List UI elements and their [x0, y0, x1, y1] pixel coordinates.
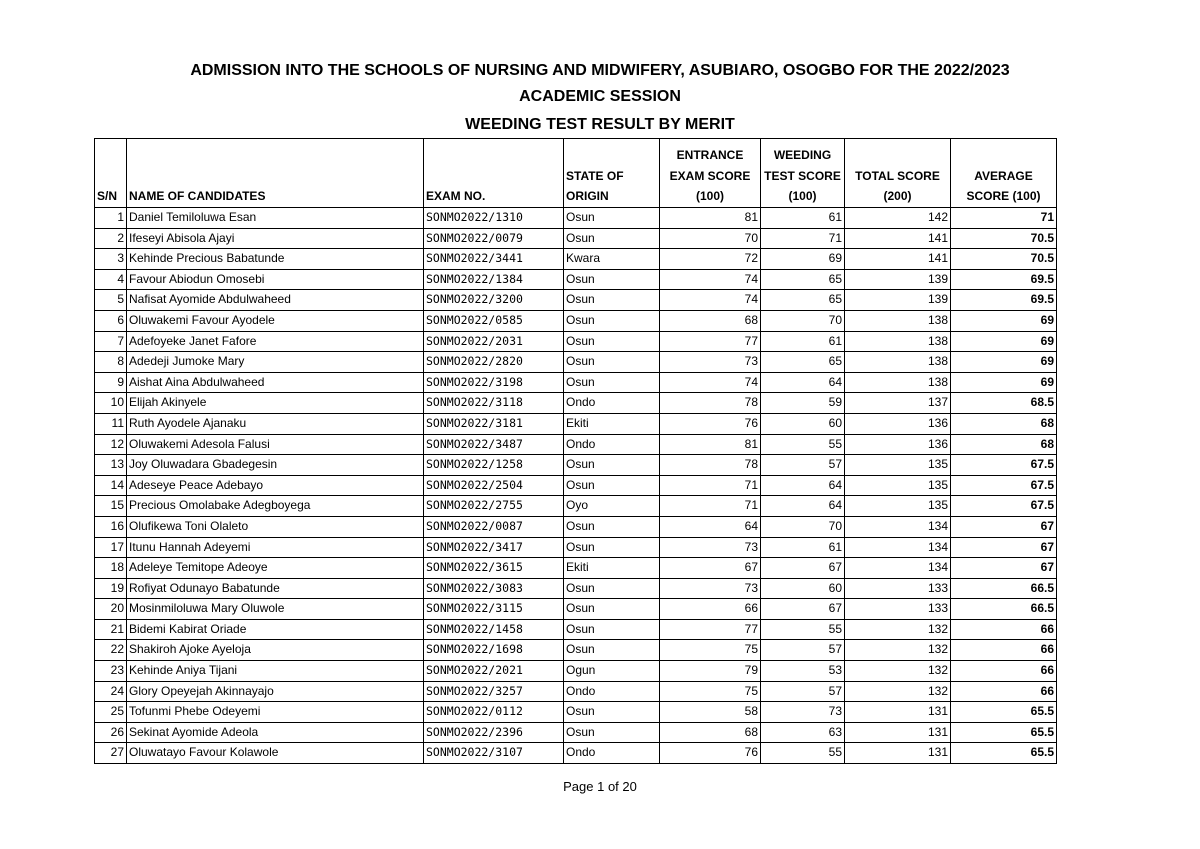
- cell-weeding: 64: [761, 372, 845, 393]
- cell-exam-no: SONMO2022/0585: [424, 310, 564, 331]
- cell-average: 66: [951, 681, 1057, 702]
- cell-name: Shakiroh Ajoke Ayeloja: [127, 640, 424, 661]
- table-row: [95, 290, 1057, 311]
- cell-name: Oluwatayo Favour Kolawole: [127, 743, 424, 764]
- cell-exam-no: SONMO2022/2031: [424, 331, 564, 352]
- cell-exam-no: SONMO2022/3615: [424, 558, 564, 579]
- cell-sn: 5: [95, 290, 127, 311]
- header-total: TOTAL SCORE (200): [845, 139, 951, 208]
- cell-entrance: 75: [660, 640, 761, 661]
- cell-state: Kwara: [564, 249, 660, 270]
- cell-entrance: 79: [660, 661, 761, 682]
- cell-state: Osun: [564, 537, 660, 558]
- cell-sn: 23: [95, 661, 127, 682]
- cell-average: 68.5: [951, 393, 1057, 414]
- cell-average: 66: [951, 640, 1057, 661]
- header-weeding: WEEDING TEST SCORE (100): [761, 139, 845, 208]
- cell-weeding: 60: [761, 578, 845, 599]
- cell-exam-no: SONMO2022/2396: [424, 722, 564, 743]
- table-row: [95, 516, 1057, 537]
- cell-exam-no: SONMO2022/3115: [424, 599, 564, 620]
- cell-name: Ruth Ayodele Ajanaku: [127, 413, 424, 434]
- cell-weeding: 71: [761, 228, 845, 249]
- cell-exam-no: SONMO2022/3107: [424, 743, 564, 764]
- cell-exam-no: SONMO2022/3181: [424, 413, 564, 434]
- cell-exam-no: SONMO2022/0087: [424, 516, 564, 537]
- cell-weeding: 69: [761, 249, 845, 270]
- table-row: [95, 619, 1057, 640]
- cell-total: 131: [845, 702, 951, 723]
- cell-state: Ekiti: [564, 558, 660, 579]
- cell-name: Adeseye Peace Adebayo: [127, 475, 424, 496]
- cell-sn: 27: [95, 743, 127, 764]
- cell-exam-no: SONMO2022/2021: [424, 661, 564, 682]
- cell-weeding: 70: [761, 516, 845, 537]
- cell-sn: 18: [95, 558, 127, 579]
- cell-weeding: 61: [761, 537, 845, 558]
- cell-name: Oluwakemi Favour Ayodele: [127, 310, 424, 331]
- cell-entrance: 76: [660, 743, 761, 764]
- cell-name: Sekinat Ayomide Adeola: [127, 722, 424, 743]
- cell-total: 138: [845, 310, 951, 331]
- cell-sn: 12: [95, 434, 127, 455]
- cell-state: Osun: [564, 722, 660, 743]
- cell-weeding: 55: [761, 619, 845, 640]
- cell-entrance: 66: [660, 599, 761, 620]
- cell-total: 131: [845, 743, 951, 764]
- cell-total: 139: [845, 290, 951, 311]
- cell-state: Ondo: [564, 743, 660, 764]
- cell-average: 65.5: [951, 702, 1057, 723]
- cell-entrance: 81: [660, 434, 761, 455]
- cell-weeding: 55: [761, 743, 845, 764]
- table-row: [95, 208, 1057, 229]
- cell-entrance: 71: [660, 496, 761, 517]
- cell-weeding: 67: [761, 558, 845, 579]
- cell-state: Osun: [564, 578, 660, 599]
- cell-entrance: 58: [660, 702, 761, 723]
- cell-exam-no: SONMO2022/2504: [424, 475, 564, 496]
- cell-weeding: 55: [761, 434, 845, 455]
- cell-weeding: 53: [761, 661, 845, 682]
- cell-entrance: 77: [660, 619, 761, 640]
- cell-exam-no: SONMO2022/3200: [424, 290, 564, 311]
- cell-exam-no: SONMO2022/1310: [424, 208, 564, 229]
- cell-sn: 24: [95, 681, 127, 702]
- cell-entrance: 71: [660, 475, 761, 496]
- cell-name: Aishat Aina Abdulwaheed: [127, 372, 424, 393]
- table-row: [95, 455, 1057, 476]
- cell-weeding: 57: [761, 640, 845, 661]
- cell-state: Osun: [564, 331, 660, 352]
- cell-entrance: 75: [660, 681, 761, 702]
- cell-exam-no: SONMO2022/1698: [424, 640, 564, 661]
- header-exam-no: EXAM NO.: [424, 139, 564, 208]
- document-title-line2: ACADEMIC SESSION: [519, 88, 681, 105]
- cell-name: Bidemi Kabirat Oriade: [127, 619, 424, 640]
- cell-total: 135: [845, 475, 951, 496]
- cell-total: 138: [845, 331, 951, 352]
- table-row: [95, 702, 1057, 723]
- cell-state: Osun: [564, 475, 660, 496]
- table-row: [95, 640, 1057, 661]
- cell-name: Mosinmiloluwa Mary Oluwole: [127, 599, 424, 620]
- results-table: [94, 138, 1057, 764]
- cell-exam-no: SONMO2022/3487: [424, 434, 564, 455]
- cell-average: 66: [951, 661, 1057, 682]
- cell-total: 139: [845, 269, 951, 290]
- cell-total: 132: [845, 661, 951, 682]
- cell-total: 136: [845, 413, 951, 434]
- cell-name: Kehinde Aniya Tijani: [127, 661, 424, 682]
- cell-total: 138: [845, 372, 951, 393]
- cell-sn: 22: [95, 640, 127, 661]
- cell-exam-no: SONMO2022/3257: [424, 681, 564, 702]
- cell-state: Osun: [564, 619, 660, 640]
- cell-weeding: 65: [761, 352, 845, 373]
- cell-average: 70.5: [951, 249, 1057, 270]
- cell-name: Adedeji Jumoke Mary: [127, 352, 424, 373]
- cell-sn: 17: [95, 537, 127, 558]
- cell-total: 135: [845, 455, 951, 476]
- cell-total: 134: [845, 516, 951, 537]
- cell-total: 138: [845, 352, 951, 373]
- cell-exam-no: SONMO2022/2820: [424, 352, 564, 373]
- cell-sn: 9: [95, 372, 127, 393]
- cell-sn: 16: [95, 516, 127, 537]
- cell-entrance: 74: [660, 269, 761, 290]
- cell-average: 66: [951, 619, 1057, 640]
- cell-state: Osun: [564, 516, 660, 537]
- cell-average: 69: [951, 352, 1057, 373]
- cell-name: Adeleye Temitope Adeoye: [127, 558, 424, 579]
- cell-total: 131: [845, 722, 951, 743]
- table-row: [95, 743, 1057, 764]
- cell-average: 67: [951, 537, 1057, 558]
- cell-entrance: 78: [660, 393, 761, 414]
- cell-weeding: 57: [761, 681, 845, 702]
- table-row: [95, 393, 1057, 414]
- cell-total: 132: [845, 640, 951, 661]
- cell-entrance: 70: [660, 228, 761, 249]
- cell-state: Osun: [564, 228, 660, 249]
- cell-entrance: 73: [660, 352, 761, 373]
- cell-state: Osun: [564, 599, 660, 620]
- cell-sn: 25: [95, 702, 127, 723]
- table-row: [95, 434, 1057, 455]
- cell-average: 69: [951, 331, 1057, 352]
- cell-exam-no: SONMO2022/3198: [424, 372, 564, 393]
- cell-sn: 20: [95, 599, 127, 620]
- cell-weeding: 61: [761, 208, 845, 229]
- cell-average: 69.5: [951, 269, 1057, 290]
- cell-sn: 7: [95, 331, 127, 352]
- table-row: [95, 578, 1057, 599]
- cell-average: 70.5: [951, 228, 1057, 249]
- cell-total: 134: [845, 558, 951, 579]
- table-row: [95, 269, 1057, 290]
- cell-name: Kehinde Precious Babatunde: [127, 249, 424, 270]
- cell-entrance: 73: [660, 537, 761, 558]
- cell-average: 65.5: [951, 722, 1057, 743]
- table-row: [95, 310, 1057, 331]
- cell-state: Osun: [564, 290, 660, 311]
- cell-average: 68: [951, 434, 1057, 455]
- table-row: [95, 599, 1057, 620]
- cell-total: 142: [845, 208, 951, 229]
- cell-sn: 3: [95, 249, 127, 270]
- header-name: NAME OF CANDIDATES: [127, 139, 424, 208]
- cell-name: Adefoyeke Janet Fafore: [127, 331, 424, 352]
- cell-exam-no: SONMO2022/3118: [424, 393, 564, 414]
- cell-total: 137: [845, 393, 951, 414]
- cell-name: Favour Abiodun Omosebi: [127, 269, 424, 290]
- cell-weeding: 73: [761, 702, 845, 723]
- table-header-row: [95, 139, 1057, 208]
- cell-name: Tofunmi Phebe Odeyemi: [127, 702, 424, 723]
- cell-exam-no: SONMO2022/2755: [424, 496, 564, 517]
- cell-total: 135: [845, 496, 951, 517]
- cell-weeding: 64: [761, 475, 845, 496]
- cell-state: Osun: [564, 269, 660, 290]
- cell-average: 69.5: [951, 290, 1057, 311]
- cell-sn: 1: [95, 208, 127, 229]
- page-number: Page 1 of 20: [563, 779, 637, 794]
- cell-total: 134: [845, 537, 951, 558]
- cell-name: Rofiyat Odunayo Babatunde: [127, 578, 424, 599]
- header-entrance: ENTRANCE EXAM SCORE (100): [660, 139, 761, 208]
- cell-total: 133: [845, 578, 951, 599]
- cell-name: Oluwakemi Adesola Falusi: [127, 434, 424, 455]
- cell-total: 141: [845, 228, 951, 249]
- cell-name: Daniel Temiloluwa Esan: [127, 208, 424, 229]
- cell-state: Osun: [564, 310, 660, 331]
- table-row: [95, 661, 1057, 682]
- cell-name: Itunu Hannah Adeyemi: [127, 537, 424, 558]
- cell-average: 67.5: [951, 496, 1057, 517]
- document-title: ADMISSION INTO THE SCHOOLS OF NURSING AND MIDWIFERY, ASUBIARO, OSOGBO FOR THE 2022/2023: [190, 62, 1010, 79]
- table-row: [95, 249, 1057, 270]
- table-row: [95, 228, 1057, 249]
- cell-exam-no: SONMO2022/0079: [424, 228, 564, 249]
- cell-total: 133: [845, 599, 951, 620]
- cell-weeding: 65: [761, 290, 845, 311]
- cell-sn: 2: [95, 228, 127, 249]
- cell-sn: 13: [95, 455, 127, 476]
- cell-average: 68: [951, 413, 1057, 434]
- cell-name: Elijah Akinyele: [127, 393, 424, 414]
- cell-entrance: 74: [660, 290, 761, 311]
- cell-average: 71: [951, 208, 1057, 229]
- cell-sn: 19: [95, 578, 127, 599]
- cell-sn: 8: [95, 352, 127, 373]
- cell-state: Osun: [564, 455, 660, 476]
- cell-name: Joy Oluwadara Gbadegesin: [127, 455, 424, 476]
- cell-exam-no: SONMO2022/3083: [424, 578, 564, 599]
- cell-entrance: 68: [660, 722, 761, 743]
- header-state: STATE OF ORIGIN: [564, 139, 660, 208]
- cell-exam-no: SONMO2022/1384: [424, 269, 564, 290]
- table-row: [95, 372, 1057, 393]
- cell-entrance: 68: [660, 310, 761, 331]
- cell-sn: 15: [95, 496, 127, 517]
- cell-total: 141: [845, 249, 951, 270]
- cell-exam-no: SONMO2022/3441: [424, 249, 564, 270]
- cell-weeding: 61: [761, 331, 845, 352]
- cell-average: 69: [951, 310, 1057, 331]
- cell-average: 67.5: [951, 455, 1057, 476]
- cell-name: Olufikewa Toni Olaleto: [127, 516, 424, 537]
- cell-total: 136: [845, 434, 951, 455]
- cell-weeding: 64: [761, 496, 845, 517]
- cell-average: 65.5: [951, 743, 1057, 764]
- cell-exam-no: SONMO2022/1258: [424, 455, 564, 476]
- cell-sn: 26: [95, 722, 127, 743]
- cell-entrance: 74: [660, 372, 761, 393]
- cell-average: 69: [951, 372, 1057, 393]
- cell-sn: 6: [95, 310, 127, 331]
- cell-exam-no: SONMO2022/1458: [424, 619, 564, 640]
- table-row: [95, 681, 1057, 702]
- cell-entrance: 73: [660, 578, 761, 599]
- header-average: AVERAGE SCORE (100): [951, 139, 1057, 208]
- cell-weeding: 60: [761, 413, 845, 434]
- cell-total: 132: [845, 681, 951, 702]
- cell-weeding: 70: [761, 310, 845, 331]
- table-row: [95, 722, 1057, 743]
- cell-sn: 14: [95, 475, 127, 496]
- cell-average: 66.5: [951, 599, 1057, 620]
- cell-state: Ogun: [564, 661, 660, 682]
- cell-sn: 21: [95, 619, 127, 640]
- cell-name: Nafisat Ayomide Abdulwaheed: [127, 290, 424, 311]
- cell-exam-no: SONMO2022/0112: [424, 702, 564, 723]
- cell-name: Glory Opeyejah Akinnayajo: [127, 681, 424, 702]
- cell-state: Ondo: [564, 434, 660, 455]
- cell-state: Ondo: [564, 681, 660, 702]
- cell-exam-no: SONMO2022/3417: [424, 537, 564, 558]
- cell-weeding: 59: [761, 393, 845, 414]
- cell-weeding: 65: [761, 269, 845, 290]
- cell-state: Osun: [564, 702, 660, 723]
- cell-weeding: 57: [761, 455, 845, 476]
- cell-name: Ifeseyi Abisola Ajayi: [127, 228, 424, 249]
- document-subtitle: WEEDING TEST RESULT BY MERIT: [465, 116, 735, 133]
- cell-weeding: 67: [761, 599, 845, 620]
- cell-state: Osun: [564, 372, 660, 393]
- table-row: [95, 558, 1057, 579]
- cell-total: 132: [845, 619, 951, 640]
- cell-sn: 11: [95, 413, 127, 434]
- cell-state: Osun: [564, 208, 660, 229]
- cell-entrance: 77: [660, 331, 761, 352]
- cell-entrance: 67: [660, 558, 761, 579]
- cell-weeding: 63: [761, 722, 845, 743]
- table-row: [95, 413, 1057, 434]
- cell-entrance: 64: [660, 516, 761, 537]
- cell-average: 67.5: [951, 475, 1057, 496]
- cell-average: 67: [951, 558, 1057, 579]
- table-row: [95, 331, 1057, 352]
- cell-entrance: 72: [660, 249, 761, 270]
- header-sn: S/N: [95, 139, 127, 208]
- cell-state: Osun: [564, 640, 660, 661]
- table-row: [95, 537, 1057, 558]
- cell-sn: 10: [95, 393, 127, 414]
- cell-average: 67: [951, 516, 1057, 537]
- cell-state: Osun: [564, 352, 660, 373]
- cell-state: Ondo: [564, 393, 660, 414]
- cell-average: 66.5: [951, 578, 1057, 599]
- table-row: [95, 496, 1057, 517]
- cell-entrance: 78: [660, 455, 761, 476]
- cell-state: Ekiti: [564, 413, 660, 434]
- cell-entrance: 81: [660, 208, 761, 229]
- cell-sn: 4: [95, 269, 127, 290]
- table-row: [95, 352, 1057, 373]
- table-row: [95, 475, 1057, 496]
- cell-name: Precious Omolabake Adegboyega: [127, 496, 424, 517]
- cell-entrance: 76: [660, 413, 761, 434]
- cell-state: Oyo: [564, 496, 660, 517]
